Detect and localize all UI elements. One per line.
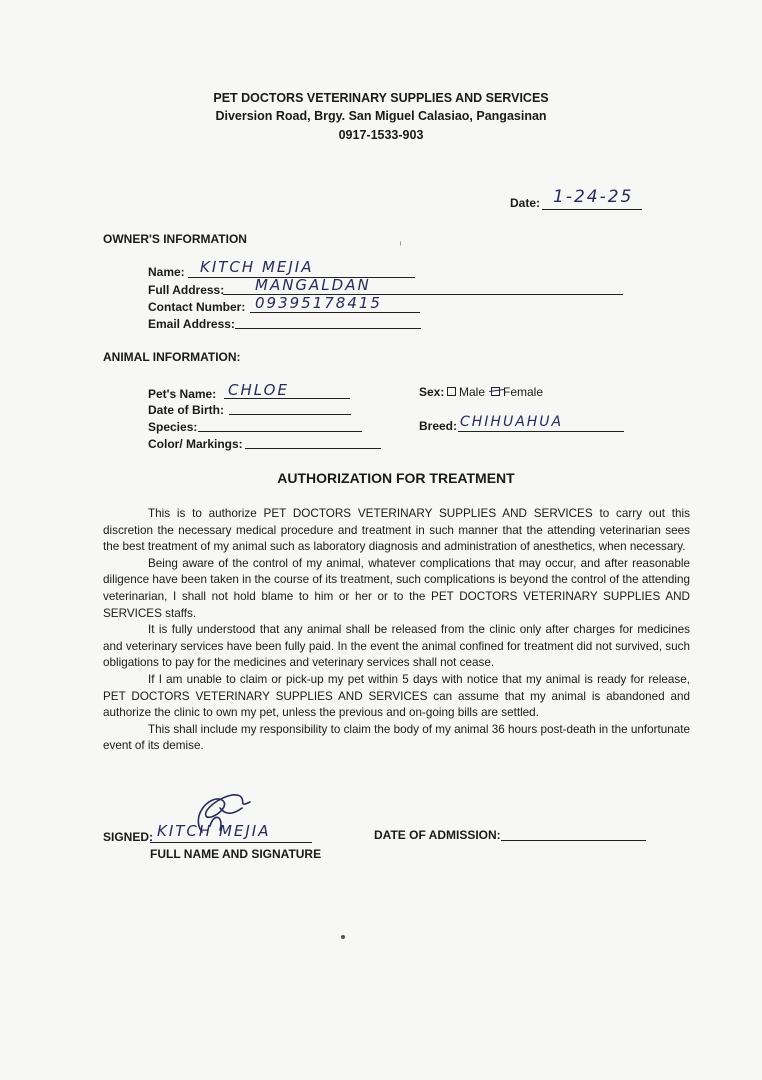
contact-label: Contact Number: — [148, 300, 246, 314]
authorization-paragraph: This is to authorize PET DOCTORS VETERINARY SUPPLIES AND SERVICES to carry out this discretion the necessary medical procedure and treatment in such manner that the attending veterinarian sees the best treatment of my animal such as laboratory diagnosis and administration of anesthetics, when necessary. — [103, 507, 690, 554]
authorization-title: AUTHORIZATION FOR TREATMENT — [277, 470, 515, 486]
animal-section-title: ANIMAL INFORMATION: — [103, 350, 241, 364]
breed-line — [458, 431, 624, 432]
company-phone: 0917-1533-903 — [338, 128, 424, 142]
male-label: Male — [459, 385, 486, 399]
scan-speck — [341, 935, 345, 939]
signature-scribble — [180, 786, 265, 838]
female-check-mark — [489, 389, 504, 392]
contact-value: 09395178415 — [255, 294, 382, 312]
scan-speck — [400, 241, 401, 246]
color-line — [245, 448, 381, 449]
authorization-paragraph: Being aware of the control of my animal, whatever complications that may occur, and after reasonable diligence have been taken in the course of its treatment, such complications is beyond the control of the attending veterinarian, I shall not hold blame to him or her or to the PET DOCTORS VETERINARY SUPPLIES AND SERVICES staffs. — [103, 556, 690, 620]
authorization-paragraph: This shall include my responsibility to claim the body of my animal 36 hours post-death in the unfortunate event of its demise. — [103, 722, 690, 753]
female-label: Female — [503, 385, 544, 399]
signature-caption: FULL NAME AND SIGNATURE — [150, 847, 322, 861]
owner-section-title: OWNER'S INFORMATION — [103, 232, 247, 246]
dob-label: Date of Birth: — [148, 403, 224, 417]
color-label: Color/ Markings: — [148, 437, 243, 451]
species-line — [198, 431, 362, 432]
address-label: Full Address: — [148, 283, 225, 297]
signature-line — [150, 842, 312, 843]
sex-label: Sex: — [419, 385, 445, 399]
admission-label: DATE OF ADMISSION: — [374, 828, 501, 842]
company-name: PET DOCTORS VETERINARY SUPPLIES AND SERVICES — [213, 91, 549, 105]
date-label: Date: — [510, 196, 541, 210]
breed-value: CHIHUAHUA — [460, 414, 564, 430]
authorization-paragraph: If I am unable to claim or pick-up my pet within 5 days with notice that my animal is ready for release, PET DOCTORS VETERINARY SUPPLIES AND SERVICES can assume that my animal is abandoned and authorize the clinic to own my pet, unless the previous and on-going bills are settled. — [103, 672, 690, 720]
female-checkbox[interactable] — [491, 387, 500, 396]
sex-option-female[interactable] — [491, 385, 543, 399]
authorization-body — [103, 506, 690, 755]
dob-line — [229, 414, 351, 415]
pet-name-label: Pet's Name: — [148, 387, 217, 401]
signed-name: KITCH MEJIA — [157, 822, 271, 840]
breed-label: Breed: — [419, 419, 458, 433]
date-line — [542, 209, 642, 210]
address-value: MANGALDAN — [255, 276, 371, 294]
date-value: 1-24-25 — [553, 187, 634, 207]
name-value: KITCH MEJIA — [200, 258, 314, 276]
contact-line — [250, 312, 420, 313]
name-label: Name: — [148, 265, 185, 279]
male-checkbox[interactable] — [447, 387, 456, 396]
signed-label: SIGNED: — [103, 830, 154, 844]
email-line — [235, 328, 421, 329]
authorization-paragraph: It is fully understood that any animal shall be released from the clinic only after charges for medicines and veterinary services have been fully paid. In the event the animal confined for treatment did not survived, such obligations to pay for the medicines and veterinary services shall not cease. — [103, 623, 690, 670]
species-label: Species: — [148, 420, 198, 434]
pet-name-value: CHLOE — [228, 381, 289, 399]
email-label: Email Address: — [148, 317, 235, 331]
admission-line — [501, 840, 646, 841]
company-address: Diversion Road, Brgy. San Miguel Calasiao, Pangasinan — [215, 109, 547, 123]
sex-option-male[interactable] — [447, 385, 485, 399]
